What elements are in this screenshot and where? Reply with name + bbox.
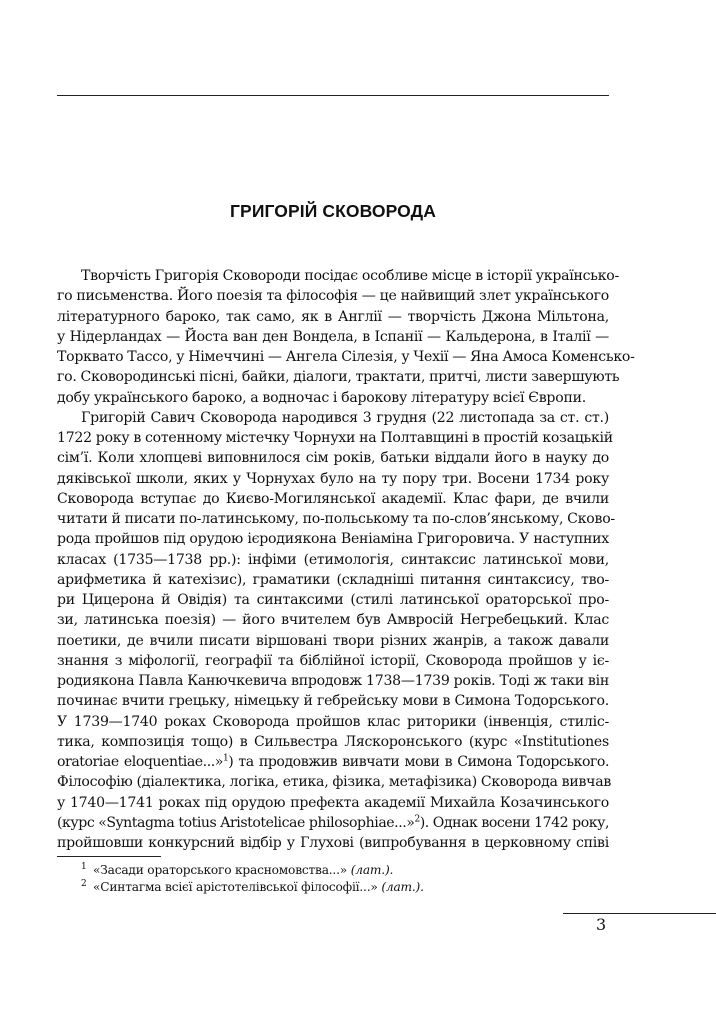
- paragraph-2-line: родиякона Павла Канючкевича впродовж 1738—1739 років. Тоді ж таки він: [57, 673, 609, 689]
- paragraph-1-line: го. Сковородинські пісні, байки, діалоги, трактати, притчі, листи завершують: [57, 369, 620, 386]
- paragraph-2-line-with-footnote: [57, 813, 609, 833]
- footnote-language-note: (лат.).: [381, 880, 424, 894]
- chapter-title: ГРИГОРІЙ СКОВОРОДА: [230, 201, 436, 221]
- paragraph-2-line: Григорій Савич Сковорода народився 3 грудня (22 листопада за ст. ст.): [81, 409, 609, 426]
- paragraph-2-line: читати й писати по-латинському, по-польському та по-слов’янському, Сково-: [57, 511, 615, 527]
- paragraph-1-line: Торквато Тассо, у Німеччині — Ангела Сілезія, у Чехії — Яна Амоса Коменсько-: [57, 349, 635, 365]
- paragraph-2-line: у 1740—1741 роках під орудою префекта академії Михайла Козачинського: [57, 794, 609, 811]
- paragraph-2-line: Сковорода вступає до Києво-Могилянської академії. Клас фари, де вчили: [57, 490, 609, 507]
- paragraph-2-line: 1722 року в сотенному містечку Чорнухи на Полтавщині в простій козацькій: [57, 430, 613, 446]
- paragraph-2-line: ри Цицерона й Овідія) та синтаксими (стилі латинської ораторської про-: [57, 592, 609, 608]
- paragraph-2-line: пройшовши конкурсний відбір у Глухові (випробування в церковному співі: [57, 835, 609, 851]
- page-number: 3: [596, 915, 607, 934]
- body-text: [57, 266, 635, 853]
- footnote-ref-1: 1: [222, 753, 229, 764]
- paragraph-2-line: зи, латинська поезія) — його вчителем був Амвросій Негребецький. Клас: [57, 612, 609, 629]
- header-rule: [57, 95, 609, 96]
- page-number-rule: [563, 913, 716, 914]
- paragraph-2-line: знання з міфології, географії та біблійної історії, Сковорода пройшов у іє-: [57, 652, 609, 669]
- footnote-2: 2 «Синтагма всієї арістотелівської філософії...» (лат.).: [81, 878, 424, 894]
- line-continuation: ) та продовжив вивчати мови в Симона Тодорського.: [228, 754, 609, 770]
- paragraph-2-line: починає вчити грецьку, німецьку й гебрейську мови в Симона Тодорського.: [57, 693, 609, 710]
- latin-quote: oratoriae eloquentiae...»: [57, 754, 223, 770]
- paragraph-2-line: тика, композиція тощо) в Сильвестра Ляскоронського (курс «Institutiones: [57, 733, 609, 750]
- paragraph-1-line: літературного бароко, так само, як в Англії — творчість Джона Мільтона,: [57, 308, 609, 325]
- paragraph-2-line: рода пройшов під орудою ієродиякона Веніаміна Григоровича. У наступних: [57, 531, 609, 548]
- paragraph-2-line: поетики, де вчили писати віршовані твори різних жанрів, а також давали: [57, 632, 609, 649]
- footnote-text: «Засади ораторського красномовства...»: [93, 863, 348, 877]
- paragraph-2-line: класах (1735—1738 рр.): інфіми (етимологія, синтаксис латинської мови,: [57, 551, 609, 568]
- paragraph-2-line: дяківської школи, яких у Чорнухах було на ту пору три. Восени 1734 року: [57, 470, 609, 487]
- paragraph-2-line: У 1739—1740 роках Сковорода пройшов клас риторики (інвенція, стиліс-: [57, 713, 609, 730]
- paragraph-2-line: Філософію (діалектика, логіка, етика, фізика, метафізика) Сковорода вивчав: [57, 774, 612, 791]
- footnote-rule: [57, 856, 161, 857]
- footnote-text: «Синтагма всієї арістотелівської філософії...»: [93, 880, 378, 894]
- paragraph-1-line: Творчість Григорія Сковороди посідає особливе місце в історії українсько-: [81, 268, 620, 284]
- footnote-ref-2: 2: [414, 814, 420, 825]
- paragraph-2-line-with-footnote: [57, 752, 609, 772]
- footnotes: [57, 862, 609, 896]
- paragraph-1-line: у Нідерландах — Йоста ван ден Вондела, в Іспанії — Кальдерона, в Італії —: [57, 328, 609, 345]
- footnote-language-note: (лат.).: [350, 863, 394, 877]
- footnote-1: 1 «Засади ораторського красномовства...» (лат.).: [81, 861, 394, 877]
- paragraph-1-line: го письменства. Його поезія та філософія — це найвищий злет українського: [57, 288, 609, 305]
- latin-quote: (курс «Syntagma totius Aristotelicae philosophiae...»: [57, 814, 415, 831]
- line-continuation: ). Однак восени 1742 року,: [419, 814, 609, 831]
- paragraph-2-line: арифметика й катехізис), граматики (складніші питання синтаксису, тво-: [57, 571, 609, 588]
- paragraph-2-line: сім’ї. Коли хлопцеві виповнилося сім років, батьки віддали його в науку до: [57, 450, 609, 467]
- paragraph-1-line: добу українського бароко, а водночас і барокову літературу всієї Європи.: [57, 389, 586, 406]
